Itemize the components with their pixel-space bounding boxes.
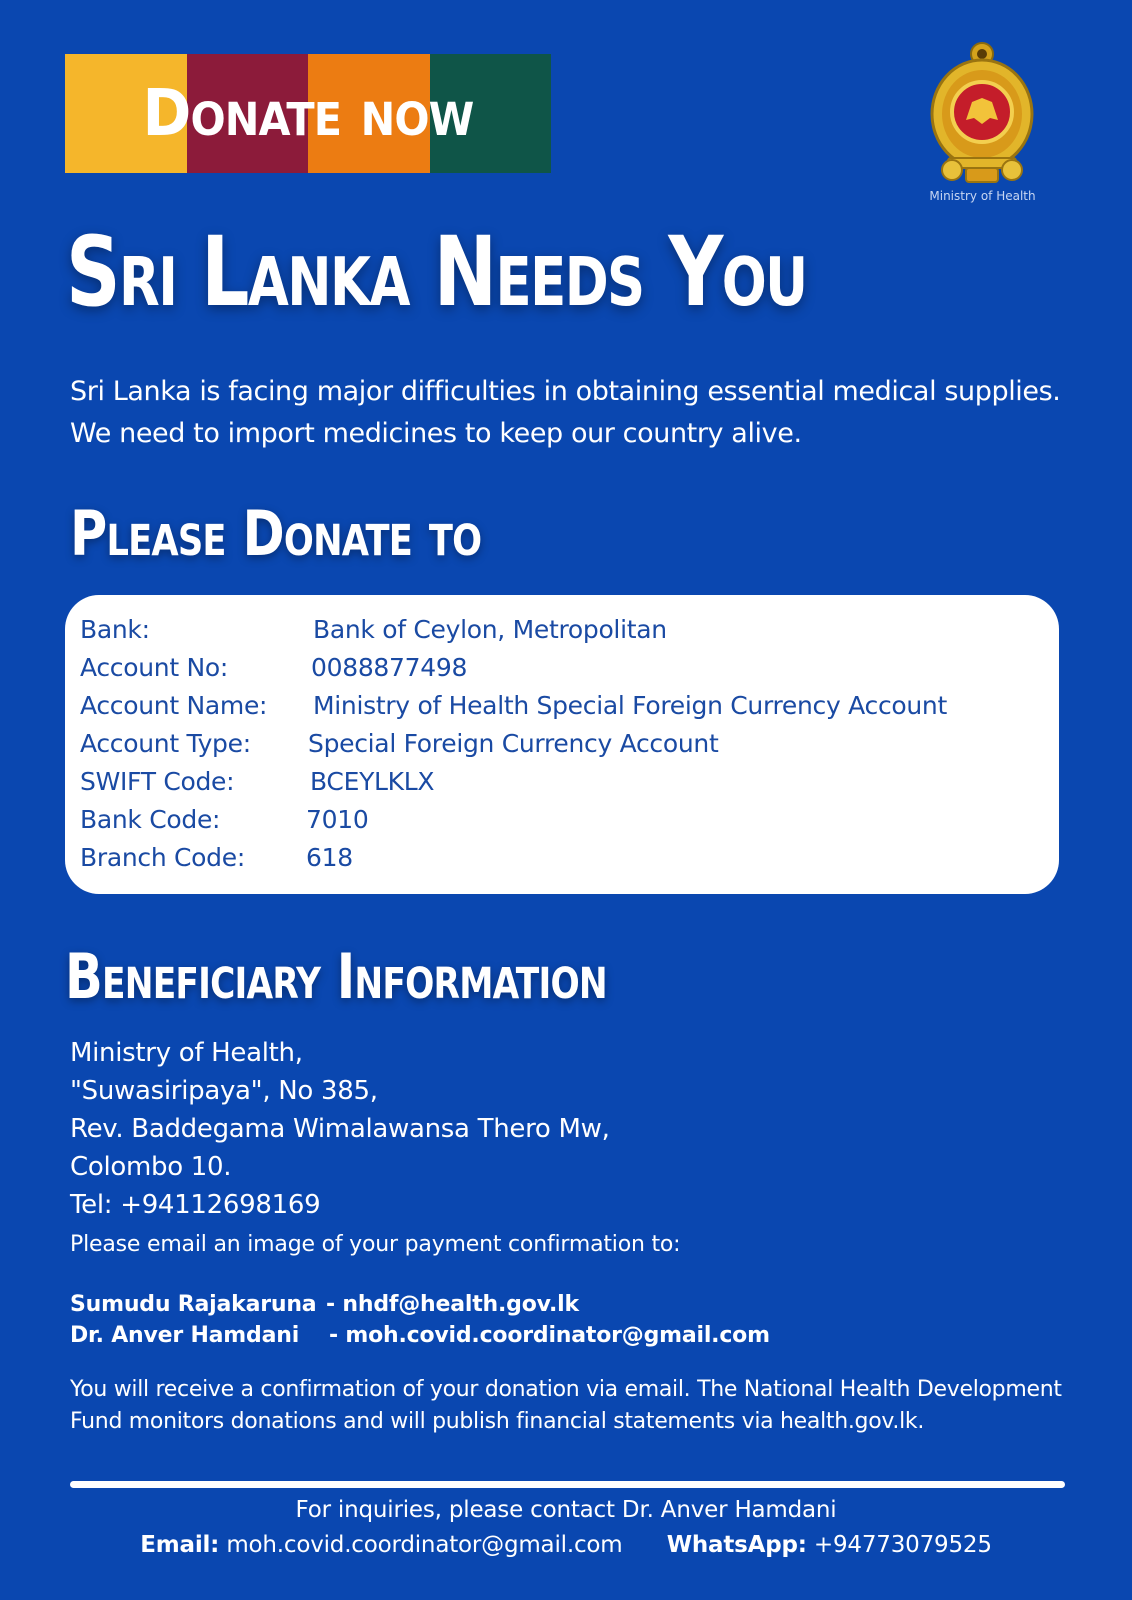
- address-line: "Suwasiripaya", No 385,: [70, 1076, 378, 1106]
- bank-row-label: Account No:: [80, 653, 229, 682]
- intro-paragraph: Sri Lanka is facing major difficulties in obtaining essential medical supplies. We need to import medicines to keep our country alive.: [70, 376, 1061, 449]
- bank-row-value: 0088877498: [311, 653, 468, 682]
- beneficiary-address: [70, 1034, 610, 1224]
- contact-name: Sumudu Rajakaruna: [70, 1292, 317, 1317]
- page-title: Sri Lanka Needs You: [66, 216, 807, 328]
- sri-lanka-emblem-icon: [928, 40, 1036, 188]
- bank-row-label: Branch Code:: [80, 843, 245, 872]
- bank-row-value: BCEYLKLX: [310, 767, 435, 796]
- address-line: Ministry of Health,: [70, 1038, 303, 1068]
- bank-row-label: SWIFT Code:: [80, 767, 235, 796]
- emblem-caption: Ministry of Health: [929, 189, 1036, 203]
- footer-whatsapp[interactable]: +94773079525: [813, 1532, 992, 1558]
- bank-row-value: Special Foreign Currency Account: [308, 729, 719, 758]
- footer-whatsapp-label: WhatsApp:: [666, 1532, 807, 1558]
- divider: [70, 1481, 1065, 1488]
- donate-now-banner: [65, 54, 551, 173]
- donate-heading: Please Donate to: [70, 497, 482, 570]
- email-instruction: Please email an image of your payment confirmation to:: [70, 1232, 681, 1257]
- bank-row-label: Bank:: [80, 615, 150, 644]
- address-line: Colombo 10.: [70, 1152, 232, 1182]
- confirmation-note: You will receive a confirmation of your donation via email. The National Health Development Fund monitors donations and will publish financial statements via health.gov.lk.: [70, 1377, 1062, 1434]
- address-phone: Tel: +94112698169: [70, 1190, 321, 1220]
- banner-text: Donate now: [142, 76, 474, 151]
- bank-row-value: 7010: [306, 805, 369, 834]
- footer-inquiries: For inquiries, please contact Dr. Anver Hamdani: [295, 1497, 837, 1523]
- bank-details-card: [65, 595, 1059, 894]
- contact-email[interactable]: - moh.covid.coordinator@gmail.com: [329, 1323, 770, 1348]
- beneficiary-heading: Beneficiary Information: [65, 940, 607, 1013]
- bank-row-value: Bank of Ceylon, Metropolitan: [313, 615, 667, 644]
- footer-email-label: Email:: [140, 1532, 220, 1558]
- bank-row-label: Bank Code:: [80, 805, 221, 834]
- address-line: Rev. Baddegama Wimalawansa Thero Mw,: [70, 1114, 610, 1144]
- bank-row-label: Account Name:: [80, 691, 268, 720]
- bank-row-value: Ministry of Health Special Foreign Currency Account: [313, 691, 947, 720]
- contact-email[interactable]: - nhdf@health.gov.lk: [326, 1292, 579, 1317]
- footer-email[interactable]: moh.covid.coordinator@gmail.com: [226, 1532, 623, 1558]
- contact-name: Dr. Anver Hamdani: [70, 1323, 300, 1348]
- bank-row-label: Account Type:: [80, 729, 251, 758]
- footer-contact: [0, 1532, 1132, 1558]
- bank-row-value: 618: [306, 843, 353, 872]
